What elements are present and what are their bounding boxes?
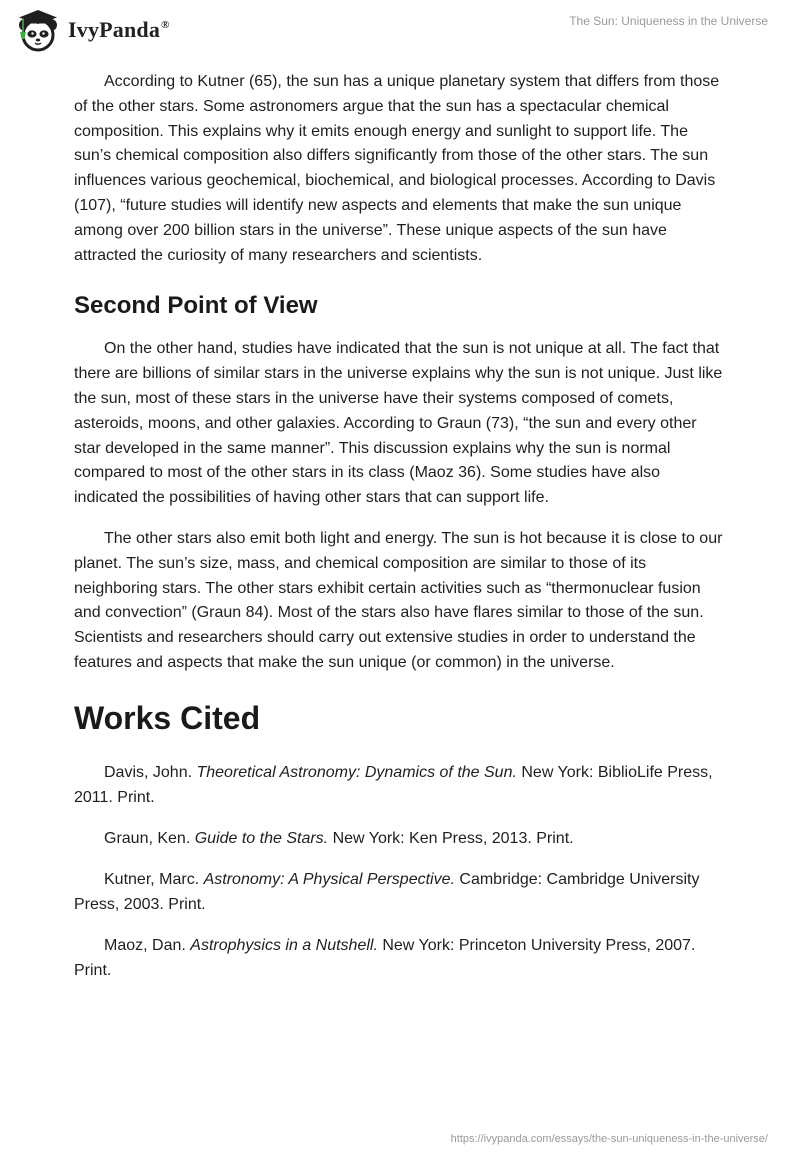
source-url[interactable]: https://ivypanda.com/essays/the-sun-uniqueness-in-the-universe/ xyxy=(450,1133,768,1145)
document-title: The Sun: Uniqueness in the Universe xyxy=(569,14,768,28)
panda-graduate-icon xyxy=(14,8,64,52)
essay-body xyxy=(74,70,726,1000)
brand-name: IvyPanda® xyxy=(68,17,170,42)
citation-entry: Davis, John. Theoretical Astronomy: Dynamics of the Sun. New York: BiblioLife Press, 2011. Print. xyxy=(74,763,713,806)
citation-entry: Kutner, Marc. Astronomy: A Physical Perspective. Cambridge: Cambridge University Press, 2003. Print. xyxy=(74,870,700,913)
citation-entry: Graun, Ken. Guide to the Stars. New York: Ken Press, 2013. Print. xyxy=(104,829,574,847)
paragraph: The other stars also emit both light and energy. The sun is hot because it is close to our planet. The sun’s size, mass, and chemical composition are similar to those of its neighboring stars. The other stars exhibit certain activities such as “thermonuclear fusion and convection” (Graun 84). Most of the stars also have flares similar to those of the sun. Scientists and researchers should carry out extensive studies in order to understand the features and aspects that make the sun unique (or common) in the universe. xyxy=(74,529,723,671)
citation-entry: Maoz, Dan. Astrophysics in a Nutshell. New York: Princeton University Press, 2007. Print. xyxy=(74,936,696,979)
works-cited-heading: Works Cited xyxy=(74,699,261,736)
section-heading: Second Point of View xyxy=(74,292,318,320)
paragraph: According to Kutner (65), the sun has a unique planetary system that differs from those of the other stars. Some astronomers argue that the sun has a spectacular chemical composition. This explains why it emits enough energy and sunlight to support life. The sun’s chemical composition also differs significantly from those of the other stars. The sun influences various geochemical, biochemical, and biological processes. According to Davis (107), “future studies will identify new aspects and elements that make the sun unique among over 200 billion stars in the universe”. These unique aspects of the sun have attracted the curiosity of many researchers and scientists. xyxy=(74,73,720,264)
paragraph: On the other hand, studies have indicated that the sun is not unique at all. The fact that there are billions of similar stars in the universe explains why the sun is not unique. Just like the sun, most of these stars in the universe have their systems composed of comets, asteroids, moons, and other galaxies. According to Graun (73), “the sun and every other star developed in the same manner”. This discussion explains why the sun is normal compared to most of the other stars in its class (Maoz 36). Some studies have also indicated the possibilities of having other stars that can support life. xyxy=(74,340,723,507)
brand-logo[interactable] xyxy=(14,8,170,52)
page-header xyxy=(0,0,800,60)
